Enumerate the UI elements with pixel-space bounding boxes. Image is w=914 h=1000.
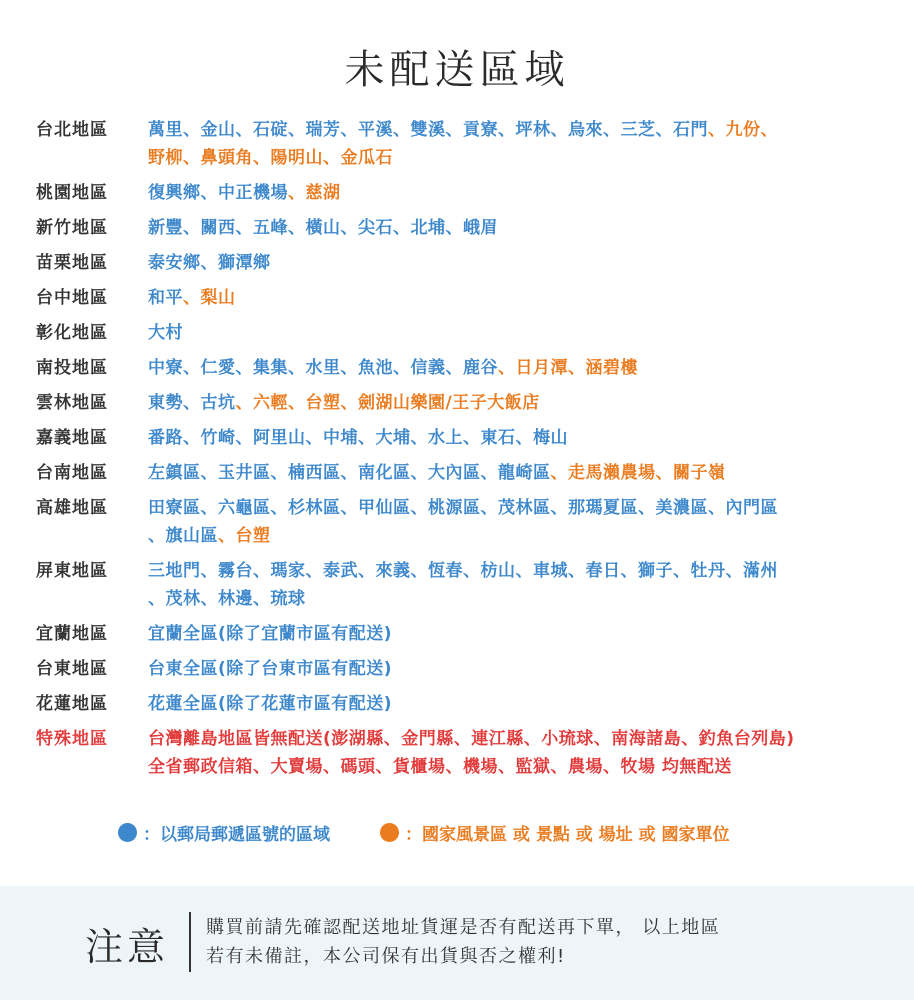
region-row bbox=[36, 655, 896, 683]
region-name: 彰化地區 bbox=[36, 323, 108, 343]
area-segment: 花蓮全區(除了花蓮市區有配送) bbox=[148, 694, 393, 714]
legend-scenic-label: ：國家風景區 或 景點 或 場址 或 國家單位 bbox=[405, 825, 730, 845]
region-row bbox=[36, 494, 896, 550]
area-segment: 、慈湖 bbox=[288, 183, 341, 203]
region-areas bbox=[148, 494, 896, 550]
area-segment: 大村 bbox=[148, 323, 183, 343]
area-segment: 、梨山 bbox=[183, 288, 236, 308]
region-areas bbox=[148, 354, 896, 382]
area-segment: 、台塑 bbox=[218, 526, 271, 546]
region-row bbox=[36, 725, 896, 781]
region-row bbox=[36, 214, 896, 242]
region-list bbox=[36, 116, 896, 788]
region-areas bbox=[148, 690, 896, 718]
area-segment: 和平 bbox=[148, 288, 183, 308]
legend-item-scenic bbox=[380, 820, 730, 845]
region-row bbox=[36, 116, 896, 172]
notice-text bbox=[206, 913, 720, 971]
region-name: 嘉義地區 bbox=[36, 428, 108, 448]
region-row bbox=[36, 319, 896, 347]
notice-line-2: 若有未備註，本公司保有出貨與否之權利! bbox=[206, 946, 566, 967]
area-segment: 萬里、金山、石碇、瑞芳、平溪、雙溪、貢寮、坪林、烏來、三芝、石門 bbox=[148, 120, 708, 140]
area-segment: 宜蘭全區(除了宜蘭市區有配送) bbox=[148, 624, 393, 644]
region-row bbox=[36, 620, 896, 648]
region-name: 花蓮地區 bbox=[36, 694, 108, 714]
region-row bbox=[36, 179, 896, 207]
legend bbox=[118, 820, 878, 845]
area-segment: 野柳、鼻頭角、陽明山、金瓜石 bbox=[148, 148, 393, 168]
region-row bbox=[36, 459, 896, 487]
region-name: 特殊地區 bbox=[36, 729, 108, 749]
area-segment: 、日月潭、涵碧樓 bbox=[498, 358, 638, 378]
area-segment: 田寮區、六龜區、杉林區、甲仙區、桃源區、茂林區、那瑪夏區、美濃區、內門區 bbox=[148, 498, 778, 518]
area-segment: 復興鄉、中正機場 bbox=[148, 183, 288, 203]
blue-dot-icon bbox=[118, 823, 137, 842]
area-segment: 泰安鄉、獅潭鄉 bbox=[148, 253, 271, 273]
region-row bbox=[36, 424, 896, 452]
region-name: 台南地區 bbox=[36, 463, 108, 483]
region-areas bbox=[148, 214, 896, 242]
area-segment: 東勢、古坑 bbox=[148, 393, 236, 413]
region-name: 雲林地區 bbox=[36, 393, 108, 413]
region-name: 台中地區 bbox=[36, 288, 108, 308]
region-areas bbox=[148, 179, 896, 207]
notice-box bbox=[0, 886, 914, 1000]
region-areas bbox=[148, 557, 896, 613]
region-name: 桃園地區 bbox=[36, 183, 108, 203]
region-areas bbox=[148, 249, 896, 277]
legend-item-postal bbox=[118, 820, 330, 845]
region-name: 宜蘭地區 bbox=[36, 624, 108, 644]
region-name: 苗栗地區 bbox=[36, 253, 108, 273]
area-segment: 番路、竹崎、阿里山、中埔、大埔、水上、東石、梅山 bbox=[148, 428, 568, 448]
area-segment: 全省郵政信箱、大賣場、碼頭、貨櫃場、機場、監獄、農場、牧場 均無配送 bbox=[148, 757, 732, 777]
region-name: 南投地區 bbox=[36, 358, 108, 378]
region-name: 屏東地區 bbox=[36, 561, 108, 581]
region-areas bbox=[148, 319, 896, 347]
region-name: 台東地區 bbox=[36, 659, 108, 679]
region-row bbox=[36, 284, 896, 312]
region-row bbox=[36, 389, 896, 417]
area-segment: 、茂林、林邊、琉球 bbox=[148, 589, 306, 609]
area-segment: 台灣離島地區皆無配送(澎湖縣、金門縣、連江縣、小琉球、南海諸島、釣魚台列島) bbox=[148, 729, 795, 749]
area-segment: 新豐、關西、五峰、橫山、尖石、北埔、峨眉 bbox=[148, 218, 498, 238]
region-areas bbox=[148, 620, 896, 648]
region-name: 台北地區 bbox=[36, 120, 108, 140]
notice-divider bbox=[189, 912, 191, 972]
region-row bbox=[36, 354, 896, 382]
region-row bbox=[36, 690, 896, 718]
area-segment: 左鎮區、玉井區、楠西區、南化區、大內區、龍崎區 bbox=[148, 463, 551, 483]
legend-postal-label: ：以郵局郵遞區號的區域 bbox=[143, 825, 330, 845]
area-segment: 、走馬瀨農場、關子嶺 bbox=[550, 463, 726, 483]
region-name: 新竹地區 bbox=[36, 218, 108, 238]
region-areas bbox=[148, 725, 896, 781]
region-areas bbox=[148, 459, 896, 487]
region-row bbox=[36, 557, 896, 613]
area-segment: 、九份、 bbox=[708, 120, 778, 140]
notice-line-1: 購買前請先確認配送地址貨運是否有配送再下單， 以上地區 bbox=[206, 917, 721, 938]
region-areas bbox=[148, 389, 896, 417]
area-segment: 台東全區(除了台東市區有配送) bbox=[148, 659, 393, 679]
area-segment: 、六輕、台塑、劍湖山樂園/王子大飯店 bbox=[235, 393, 540, 413]
page-title: 未配送區域 bbox=[344, 47, 570, 93]
region-areas bbox=[148, 284, 896, 312]
region-row bbox=[36, 249, 896, 277]
area-segment: 三地門、霧台、瑪家、泰武、來義、恆春、枋山、車城、春日、獅子、牡丹、滿州 bbox=[148, 561, 778, 581]
region-name: 高雄地區 bbox=[36, 498, 108, 518]
region-areas bbox=[148, 655, 896, 683]
notice-title: 注意 bbox=[85, 925, 170, 969]
region-areas bbox=[148, 116, 896, 172]
orange-dot-icon bbox=[380, 823, 399, 842]
area-segment: 中寮、仁愛、集集、水里、魚池、信義、鹿谷 bbox=[148, 358, 498, 378]
area-segment: 、旗山區 bbox=[148, 526, 218, 546]
region-areas bbox=[148, 424, 896, 452]
